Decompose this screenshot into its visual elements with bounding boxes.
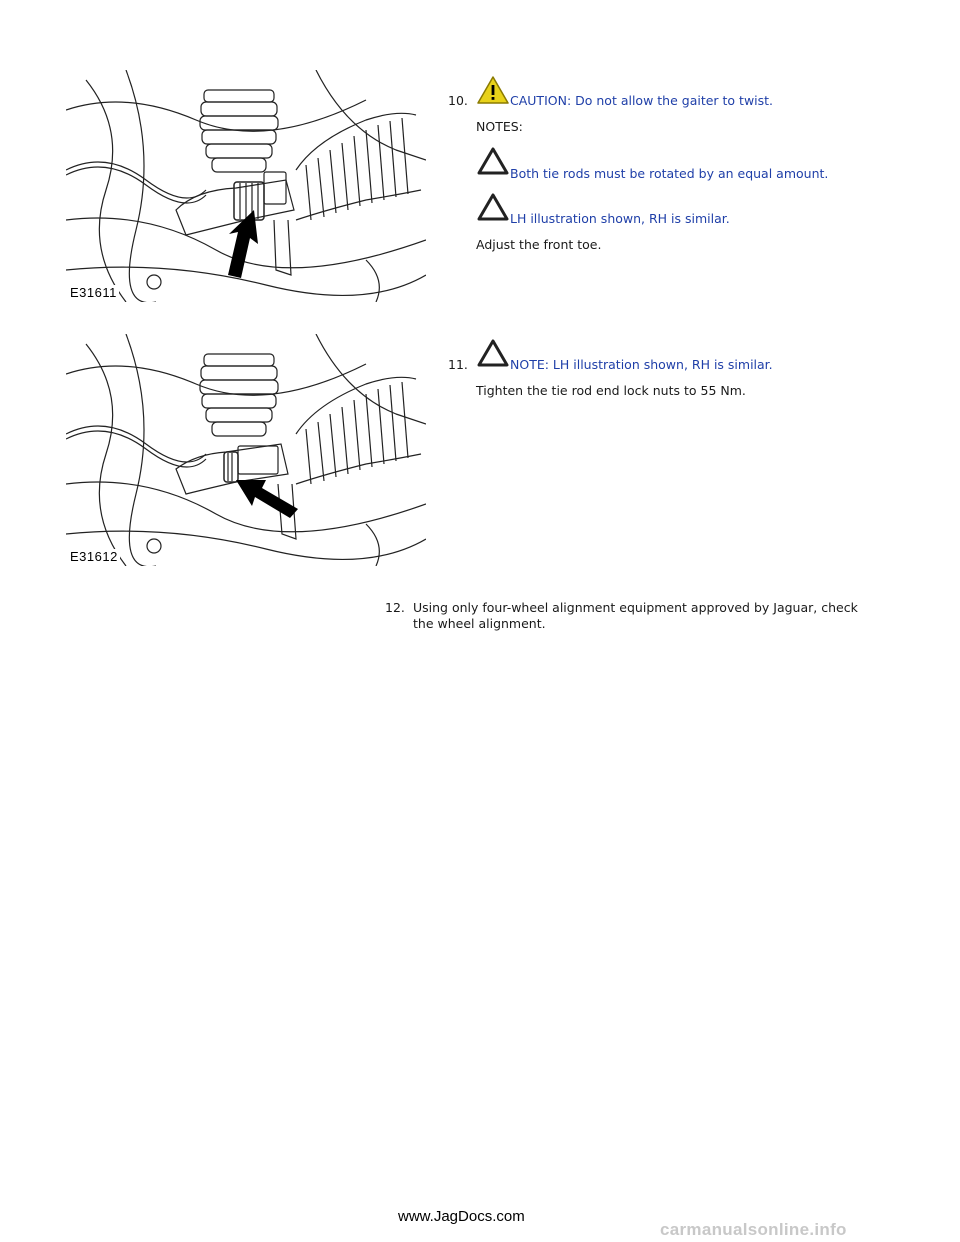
- instruction-text: Adjust the front toe.: [476, 237, 602, 252]
- caution-text: CAUTION: Do not allow the gaiter to twist.: [510, 93, 774, 108]
- tie-rod-illustration-1: [66, 70, 426, 302]
- figure-e31611: [66, 70, 426, 302]
- step-number: 10.: [448, 93, 468, 108]
- watermark: carmanualsonline.info: [660, 1220, 847, 1239]
- warning-triangle-icon: [476, 75, 510, 105]
- figure-id-label: E31611: [70, 285, 117, 300]
- figure-id-label: E31612: [70, 549, 118, 564]
- step-number: 11.: [448, 357, 468, 372]
- footer-link[interactable]: www.JagDocs.com: [398, 1208, 525, 1225]
- instruction-text: Tighten the tie rod end lock nuts to 55 Nm.: [476, 383, 746, 398]
- instruction-line: the wheel alignment.: [413, 616, 546, 631]
- instruction-line: Using only four-wheel alignment equipment approved by Jaguar, check: [413, 600, 858, 615]
- note-triangle-icon: [476, 192, 510, 222]
- figure-e31612: [66, 334, 426, 566]
- note-text: NOTE: LH illustration shown, RH is similar.: [510, 357, 773, 372]
- tie-rod-illustration-2: [66, 334, 426, 566]
- step-number: 12.: [385, 600, 405, 615]
- note-text: LH illustration shown, RH is similar.: [510, 211, 730, 226]
- notes-label: NOTES:: [476, 119, 523, 134]
- instruction-text: [413, 600, 858, 632]
- note-text: Both tie rods must be rotated by an equal amount.: [510, 166, 829, 181]
- note-triangle-icon: [476, 146, 510, 176]
- note-triangle-icon: [476, 338, 510, 368]
